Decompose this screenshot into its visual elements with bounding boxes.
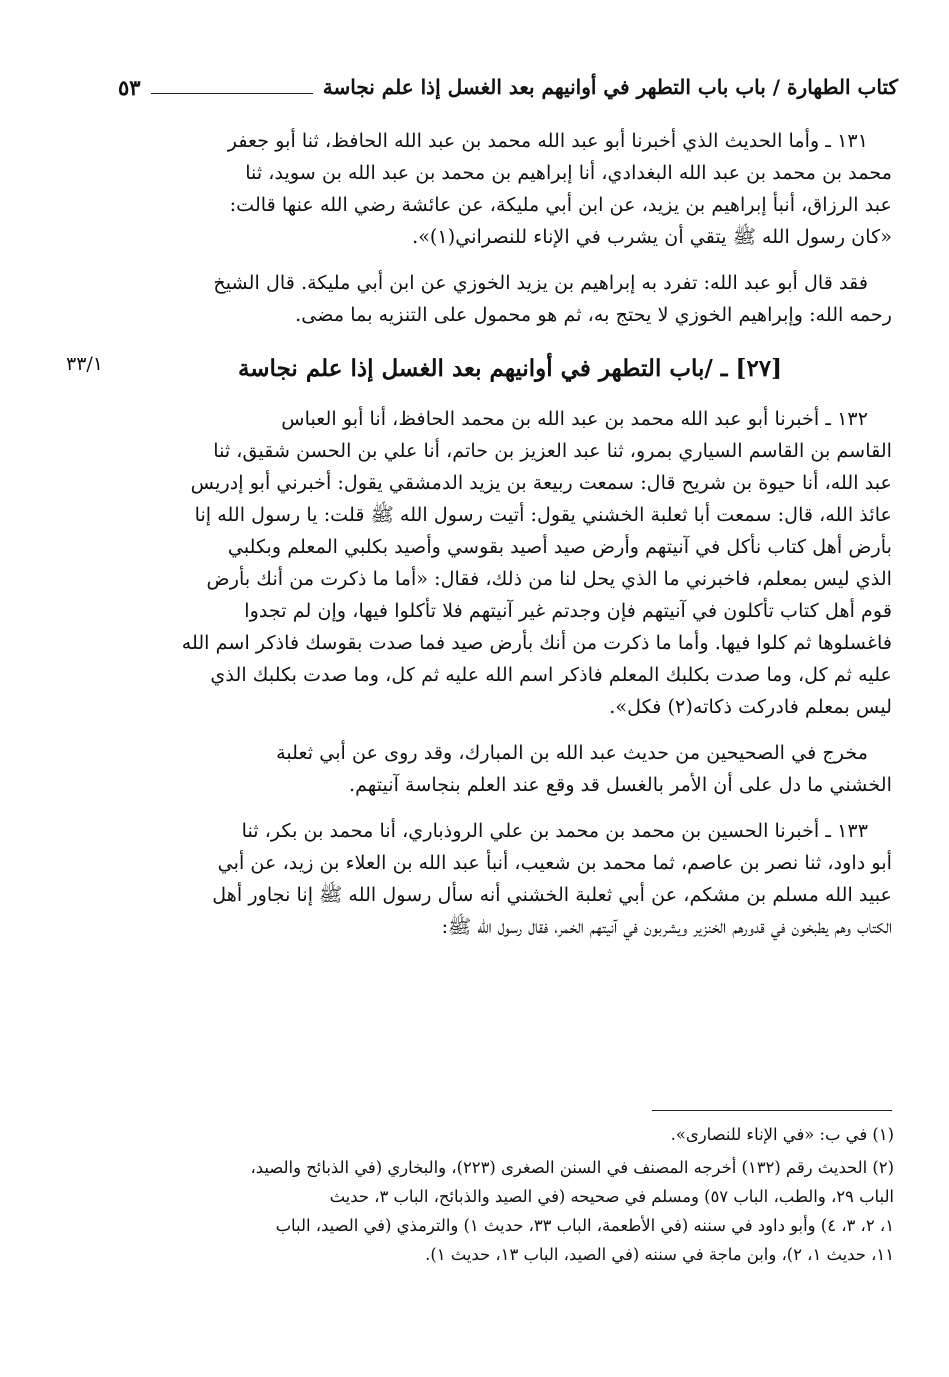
running-title: كتاب الطهارة / باب باب التطهر في أوانيهم بعد الغسل إذا علم نجاسة	[322, 75, 898, 99]
footnote-1: (١) في ب: «في الإناء للنصارى».	[670, 1125, 894, 1144]
hadith-132: ١٣٢ ـ أخبرنا أبو عبد الله محمد بن عبد الله بن محمد الحافظ، أنا أبو العباس القاسم بن القاسم السياري بمرو، ثنا عبد العزيز بن حاتم، أنا علي بن الحسن شقيق، ثنا عبد الله، أنا حيوة بن شريح قال: سمعت ربيعة بن يزيد الدمشقي يقول: أخبرني أبو إدريس عائذ الله، قال: سمعت أبا ثعلبة الخشني يقول: أتيت رسول الله ﷺ قلت: يا رسول الله إنا بأرض أهل كتاب نأكل في آنيتهم وأرض صيد أصيد بقوسي وأصيد بكلبي المعلم وبكلبي الذي ليس بمعلم، فاخبرني ما الذي يحل لنا من ذلك، فقال: «أما ما ذكرت من أنك بأرض قوم أهل كتاب تأكلون في آنيتهم فإن وجدتم غير آنيتهم فلا تأكلوا فيها، وإن لم تجدوا فاغسلوها ثم كلوا فيها. وأما ما ذكرت من أنك بأرض صيد فما صدت بقوسك فاذكر اسم الله عليه ثم كل، وما صدت بكلبك المعلم فاذكر اسم الله عليه ثم كل، وما صدت بكلبك الذي ليس بمعلم فادركت ذكاته(٢) فكل».	[181, 407, 892, 718]
manuscript-folio-ref: ٣٣/١	[66, 353, 104, 375]
footnote-separator	[652, 1110, 892, 1111]
commentary-132: مخرج في الصحيحين من حديث عبد الله بن المبارك، وقد روى عن أبي ثعلبة الخشني ما دل على أن الأمر بالغسل قد وقع عند العلم بنجاسة آنيتهم.	[276, 741, 892, 796]
main-text	[66, 125, 892, 957]
commentary-131: فقد قال أبو عبد الله: تفرد به إبراهيم بن يزيد الخوزي عن ابن أبي مليكة. قال الشيخ رحمه الله: وإبراهيم الخوزي لا يحتج به، ثم هو محمول على التنزيه بما مضى.	[213, 271, 892, 326]
page-number: ٥٣	[118, 74, 141, 100]
chapter-row	[66, 345, 892, 391]
footnote-2: (٢) الحديث رقم (١٣٢) أخرجه المصنف في السنن الصغرى (٢٢٣)، والبخاري (في الذبائح والصيد، الباب ٢٩، والطب، الباب ٥٧) ومسلم في صحيحه (في الصيد والذبائح، الباب ٣، حديث ١، ٢، ٣، ٤) وأبو داود في سننه (في الأطعمة، الباب ٣٣، حديث ١) والترمذي (في الصيد، الباب ١١، حديث ١، ٢)، وابن ماجة في سننه (في الصيد، الباب ١٣، حديث ١).	[250, 1158, 894, 1264]
footnotes	[128, 1120, 894, 1273]
hadith-133: ١٣٣ ـ أخبرنا الحسين بن محمد بن محمد بن علي الروذباري، أنا محمد بن بكر، ثنا أبو داود، ثنا نصر بن عاصم، ثما محمد بن شعيب، أنبأ عبد الله بن العلاء بن زيد، عن أبي عبيد الله مسلم بن مشكم، عن أبي ثعلبة الخشني أنه سأل رسول الله ﷺ إنا نجاور أهل الكتاب وهم يطبخون في قدورهم الخنزير ويشربون في آنيتهم الخمر، فقال رسول الله ﷺ:	[212, 819, 892, 938]
hadith-131: ١٣١ ـ وأما الحديث الذي أخبرنا أبو عبد الله محمد بن عبد الله الحافظ، ثنا أبو جعفر محمد بن محمد بن عبد الله البغدادي، أنا إبراهيم بن محمد بن عبد الله بن سويد، ثنا عبد الرزاق، أنبأ إبراهيم بن يزيد، عن ابن أبي مليكة، عن عائشة رضي الله عنها قالت: «كان رسول الله ﷺ يتقي أن يشرب في الإناء للنصراني(١)».	[227, 129, 892, 248]
header-rule	[151, 93, 313, 94]
chapter-heading: [٢٧] ـ /باب التطهر في أوانيهم بعد الغسل إذا علم نجاسة	[237, 354, 783, 382]
running-header	[118, 70, 898, 104]
